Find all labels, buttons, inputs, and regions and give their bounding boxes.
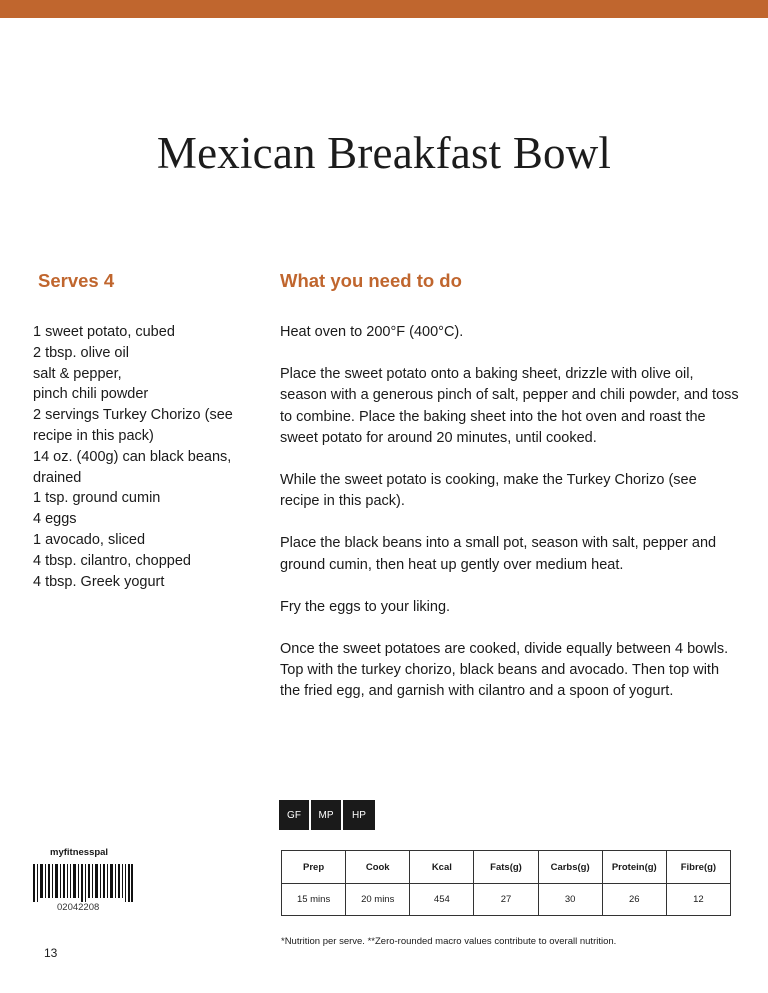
method-step: Once the sweet potatoes are cooked, divide equally between 4 bowls. Top with the turkey chorizo, black beans and avocado. Then top with the fried egg, and garnish with cilantro and a spoon of yogurt. bbox=[280, 641, 729, 700]
method-heading: What you need to do bbox=[280, 270, 462, 291]
method-step: Fry the eggs to your liking. bbox=[280, 598, 451, 615]
ingredient-item: recipe in this pack) bbox=[33, 427, 154, 444]
nutrition-value-row bbox=[282, 884, 731, 916]
ingredient-item: 1 tsp. ground cumin bbox=[33, 490, 161, 507]
nutrition-header: Kcal bbox=[410, 851, 474, 884]
method-step: Place the black beans into a small pot, season with salt, pepper and ground cumin, then heat up gently over medium heat. bbox=[280, 535, 717, 573]
diet-tag-mp: MP bbox=[311, 800, 341, 830]
ingredient-item: 2 tbsp. olive oil bbox=[33, 344, 129, 361]
diet-tags bbox=[279, 800, 375, 830]
recipe-title: Mexican Breakfast Bowl bbox=[156, 128, 612, 178]
method-step: Place the sweet potato onto a baking sheet, drizzle with olive oil, season with a generous pinch of salt, pepper and chili powder, and toss to combine. Place the baking sheet into the hot oven and roast the sweet potato for around 20 minutes, until cooked. bbox=[280, 366, 739, 446]
nutrition-value: 27 bbox=[474, 884, 538, 916]
nutrition-value: 20 mins bbox=[346, 884, 410, 916]
diet-tag-hp: HP bbox=[343, 800, 375, 830]
myfitnesspal-label: myfitnesspal bbox=[50, 847, 109, 858]
nutrition-header: Cook bbox=[346, 851, 410, 884]
diet-tag-gf: GF bbox=[279, 800, 309, 830]
nutrition-header-row bbox=[282, 851, 731, 884]
ingredient-item: salt & pepper, bbox=[33, 365, 122, 382]
nutrition-header: Fibre(g) bbox=[666, 851, 730, 884]
top-accent-band bbox=[0, 0, 768, 18]
ingredient-item: drained bbox=[33, 469, 82, 486]
nutrition-header: Carbs(g) bbox=[538, 851, 602, 884]
page-number: 13 bbox=[44, 946, 58, 960]
method-step: While the sweet potato is cooking, make the Turkey Chorizo (see recipe in this pack). bbox=[280, 472, 697, 510]
ingredient-item: 1 avocado, sliced bbox=[33, 531, 146, 548]
nutrition-value: 454 bbox=[410, 884, 474, 916]
nutrition-value: 15 mins bbox=[282, 884, 346, 916]
nutrition-value: 30 bbox=[538, 884, 602, 916]
ingredient-item: 1 sweet potato, cubed bbox=[33, 324, 175, 340]
nutrition-value: 12 bbox=[666, 884, 730, 916]
method-step: Heat oven to 200°F (400°C). bbox=[280, 324, 464, 340]
nutrition-footnote: *Nutrition per serve. **Zero-rounded macro values contribute to overall nutrition. bbox=[281, 936, 617, 947]
barcode-number: 02042208 bbox=[57, 902, 100, 913]
nutrition-header: Protein(g) bbox=[602, 851, 666, 884]
nutrition-value: 26 bbox=[602, 884, 666, 916]
ingredient-item: 14 oz. (400g) can black beans, bbox=[33, 448, 232, 465]
serves-heading: Serves 4 bbox=[38, 270, 115, 291]
ingredient-item: 4 tbsp. cilantro, chopped bbox=[33, 552, 191, 569]
ingredient-item: 4 eggs bbox=[33, 511, 77, 528]
ingredient-list bbox=[33, 322, 268, 592]
nutrition-table bbox=[281, 850, 731, 916]
ingredient-item: pinch chili powder bbox=[33, 386, 149, 403]
ingredient-item: 2 servings Turkey Chorizo (see bbox=[33, 407, 233, 424]
method-steps bbox=[280, 322, 740, 724]
ingredient-item: 4 tbsp. Greek yogurt bbox=[33, 573, 165, 590]
nutrition-header: Fats(g) bbox=[474, 851, 538, 884]
barcode-icon bbox=[33, 864, 133, 902]
nutrition-header: Prep bbox=[282, 851, 346, 884]
